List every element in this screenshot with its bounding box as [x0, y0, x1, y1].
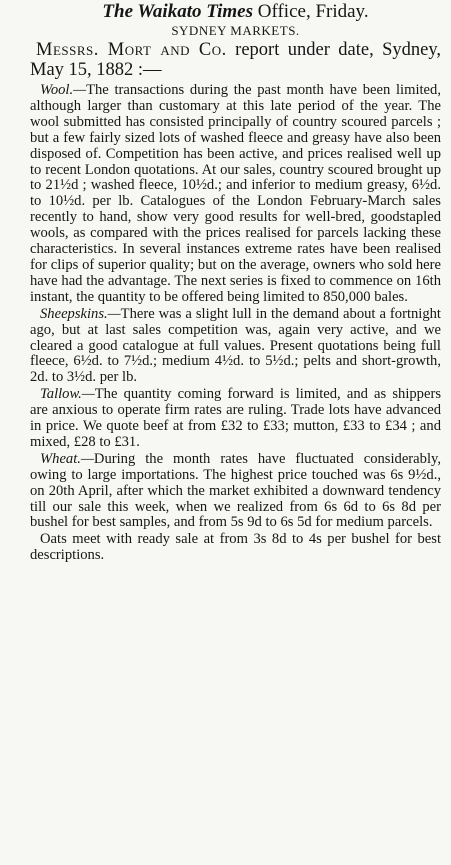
- tallow-paragraph: [30, 387, 441, 451]
- sheepskins-label: Sheepskins.—: [40, 305, 121, 322]
- heading: [30, 0, 441, 22]
- oats-paragraph: [30, 532, 441, 564]
- dateline: Office, Friday.: [253, 1, 369, 22]
- wool-label: Wool.—: [40, 82, 87, 98]
- wheat-text: During the month rates have fluctuated considerably, owing to large importations. The highest price touched was 6s 9½d., on 20th April, after which the market exhibited a downward tendency till our sale this week, when we realized from 6s 6d to 6s 8d per bushel for best samples, and from 5s 9d to 6s 5d for medium parcels.: [30, 450, 441, 531]
- wool-paragraph: [30, 83, 441, 306]
- firm-name: Messrs. Mort and Co.: [36, 40, 227, 60]
- sheepskins-text: There was a slight lull in the demand about a fortnight ago, but at last sales competition was, again very active, and we cleared a good catalogue at full values. Present quotations being full fleece, 6½d. to 7½d.; medium 4½d. to 5½d.; pelts and short-growth, 2d. to 3½d. per lb.: [30, 305, 441, 386]
- newspaper-name: The Waikato Times: [102, 1, 254, 22]
- wheat-label: Wheat.—: [40, 450, 94, 467]
- tallow-label: Tallow.—: [40, 386, 95, 403]
- tallow-text: The quantity coming forward is limited, and as shippers are anxious to operate firm rates are ruling. Trade lots have advanced in price. We quote beef at from £32 to £33; mutton, £33 to £34 ; and mixed, £28 to £31.: [30, 386, 441, 450]
- oats-text: Oats meet with ready sale at from 3s 8d to 4s per bushel for best descriptions.: [30, 531, 441, 564]
- sheepskins-paragraph: [30, 307, 441, 387]
- lead-text: report under date, Sydney, May 15, 1882 :—: [30, 40, 442, 80]
- lead-paragraph: [30, 40, 441, 80]
- wool-text: The transactions during the past month have been limited, although larger than customary at this late period of the year. The wool submitted has consisted principally of country scoured parcels ; but a few fairly sized lots of washed fleece and greasy have also been disposed of. Competition has been active, and prices realised well up to recent London quotations. At our sales, country scoured brought up to 21½d ; washed fleece, 10½d.; and inferior to medium greasy, 6½d. to 10½d. per lb. Catalogues of the London February-March sales recently to hand, show very good results for well-bred, goodstapled wools, as compared with the prices realised for parcels lacking these characteristics. In several instances extreme rates have been realised for clips of superior quality; but on the average, owners who sold here have had the advantage. The next series is fixed to commence on 16th instant, the quantity to be offered being limited to 850,000 bales.: [30, 82, 441, 305]
- section-title: SYDNEY MARKETS.: [171, 23, 300, 38]
- wheat-paragraph: [30, 452, 441, 532]
